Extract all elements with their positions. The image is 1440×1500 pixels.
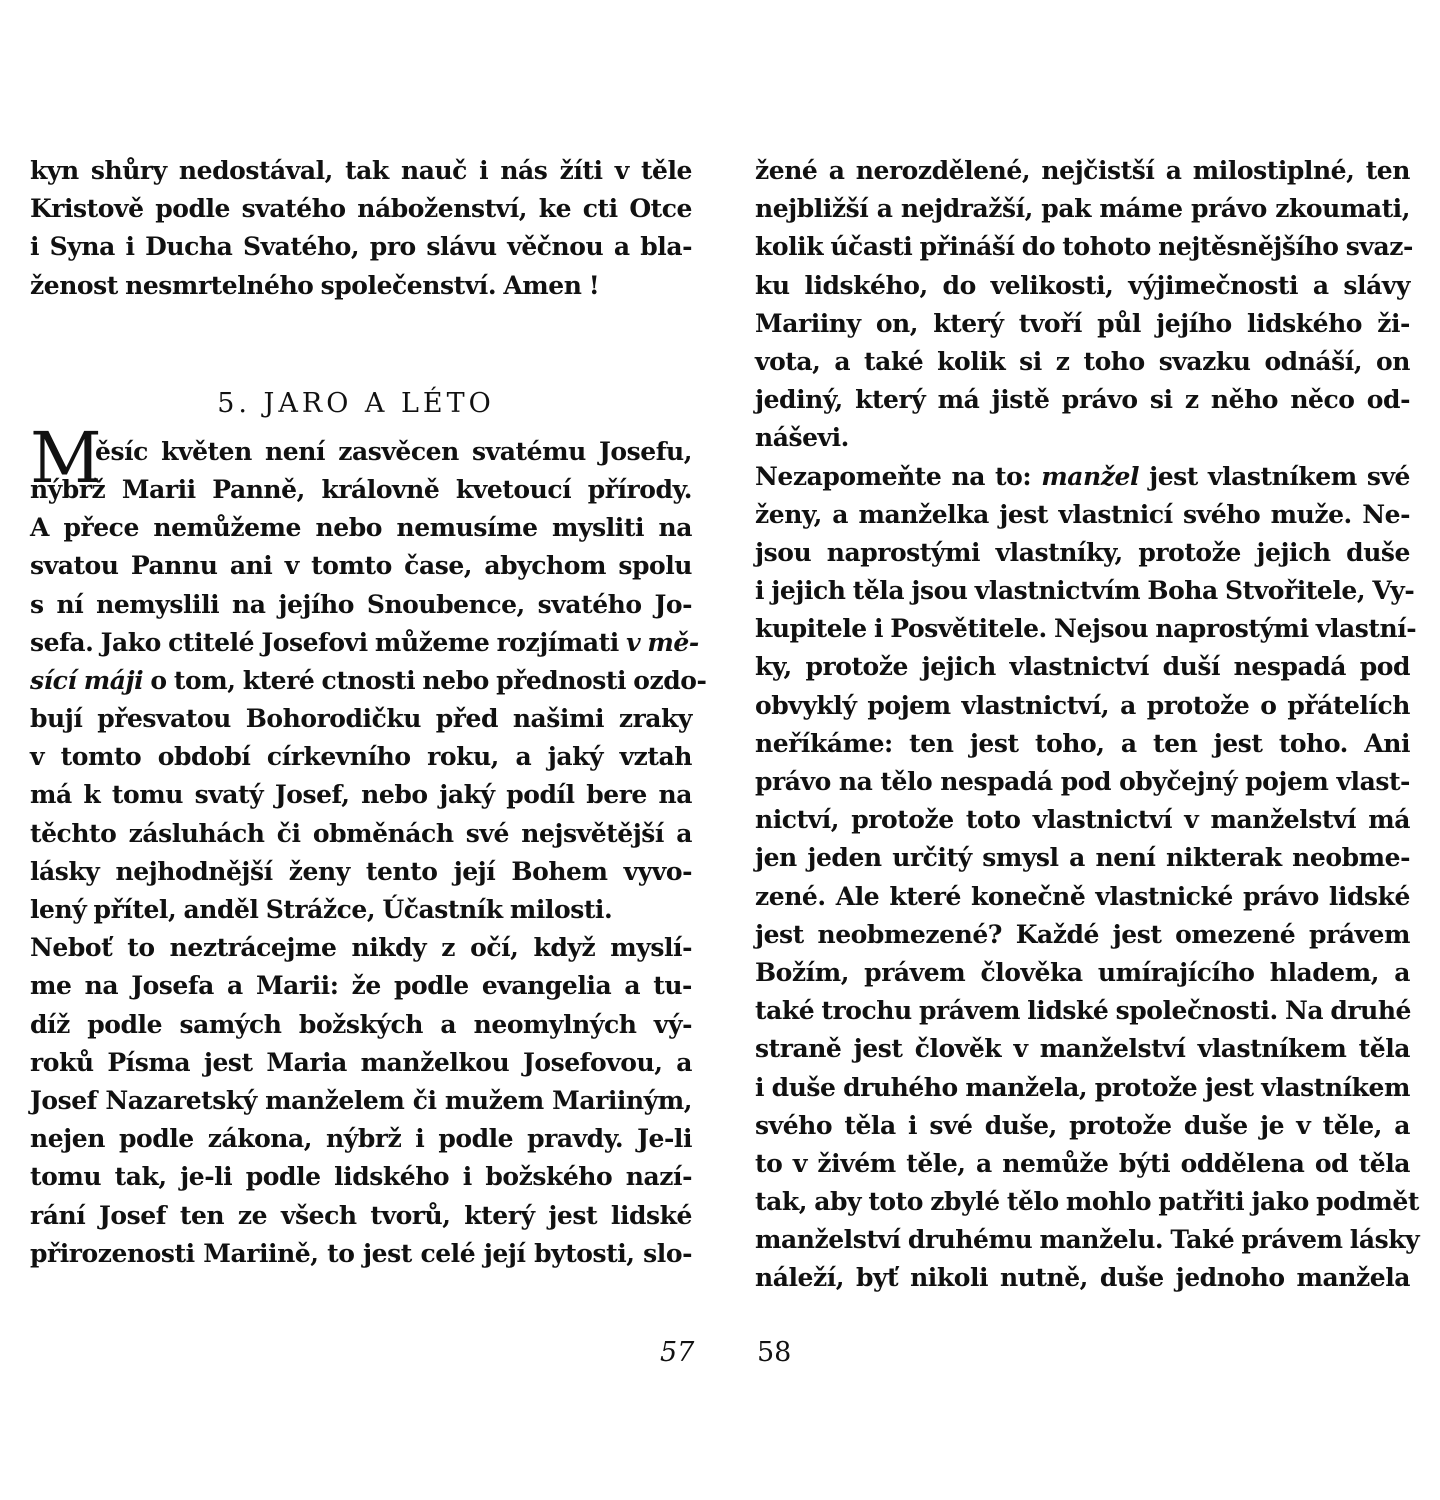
left-page <box>30 152 707 1273</box>
drop-cap: M <box>30 416 102 499</box>
text-line: náševi. <box>755 423 849 453</box>
text-line: v tomto období církevního roku, a jaký vztah <box>30 742 692 772</box>
text-line: to v živém těle, a nemůže býti oddělena od těla <box>755 1148 1410 1178</box>
text-line: i jejich těla jsou vlastnictvím Boha Stvořitele, Vy- <box>755 576 1415 606</box>
text-line: ky, protože jejich vlastnictví duší nespadá pod <box>755 652 1410 682</box>
text-line: nictví, protože toto vlastnictví v manželství má <box>755 805 1410 835</box>
text-line: Božím, právem člověka umírajícího hladem, a <box>755 957 1410 987</box>
text-line: i Syna i Ducha Svatého, pro slávu věčnou a bla- <box>30 232 692 262</box>
text-line: kolik účasti přináší do tohoto nejtěsnějšího svaz- <box>755 232 1413 262</box>
text-line: manželství druhému manželu. Také právem lásky <box>755 1225 1420 1255</box>
text-line: ženy, a manželka jest vlastnicí svého muže. Ne- <box>755 499 1410 529</box>
text-line: Josef Nazaretský manželem či mužem Mariiným, <box>30 1085 692 1115</box>
text-line: obvyklý pojem vlastnictví, a protože o přátelích <box>755 690 1410 720</box>
text-line: díž podle samých božských a neomylných vý- <box>30 1009 692 1039</box>
text-line: právo na tělo nespadá pod obyčejný pojem vlast- <box>755 767 1410 796</box>
text-line: jsou naprostými vlastníky, protože jejich duše <box>755 537 1410 567</box>
text-line: má k tomu svatý Josef, nebo jaký podíl bere na <box>30 780 692 810</box>
page-number-left: 57 <box>660 1337 695 1368</box>
text-line: zené. Ale které konečně vlastnické právo lidské <box>755 881 1410 911</box>
text-line: kupitele i Posvětitele. Nejsou naprostými vlastní- <box>755 614 1417 644</box>
text-line: nejen podle zákona, nýbrž i podle pravdy. Je-li <box>30 1124 692 1154</box>
text-line: tomu tak, je-li podle lidského i božského nazí- <box>30 1162 692 1192</box>
text-line: straně jest člověk v manželství vlastníkem těla <box>755 1034 1410 1064</box>
chapter-body <box>30 416 707 1273</box>
text-line: nýbrž Marii Panně, královně kvetoucí přírody. <box>30 474 692 504</box>
text-line: ěsíc květen není zasvěcen svatému Josefu, <box>95 436 692 466</box>
text-line: Neboť to neztrácejme nikdy z očí, když myslí- <box>30 933 692 963</box>
text-line: jediný, který má jistě právo si z něho něco od- <box>755 385 1410 415</box>
text-line <box>30 662 707 700</box>
text-line: kyn shůry nedostával, tak nauč i nás žíti v těle <box>30 156 692 185</box>
text-segment: Nezapomeňte na to: <box>755 461 1042 491</box>
right-page <box>755 152 1420 1298</box>
text-line: Mariiny on, který tvoří půl jejího lidského ži- <box>755 308 1410 338</box>
text-line: přirozenosti Mariině, to jest celé její bytosti, slo- <box>30 1238 692 1268</box>
text-line: neříkáme: ten jest toho, a ten jest toho. Ani <box>755 728 1410 758</box>
text-line: také trochu právem lidské společnosti. Na druhé <box>755 996 1412 1026</box>
text-line: A přece nemůžeme nebo nemusíme mysliti na <box>30 513 692 543</box>
text-line: svatou Pannu ani v tomto čase, abychom spolu <box>30 551 692 581</box>
page-number-right: 58 <box>757 1337 792 1368</box>
italic-segment: v mě- <box>626 627 699 657</box>
text-segment: o tom, které ctnosti nebo přednosti ozdo- <box>143 665 707 695</box>
text-line: náleží, byť nikoli nutně, duše jednoho manžela <box>755 1263 1410 1293</box>
text-line: tak, aby toto zbylé tělo mohlo patřiti jako podmět <box>755 1187 1419 1217</box>
text-line: bují přesvatou Bohorodičku před našimi zraky <box>30 704 692 734</box>
text-line: ženost nesmrtelného společenství. Amen ! <box>30 270 600 300</box>
text-line: lený přítel, anděl Strážce, Účastník milosti. <box>30 895 613 924</box>
text-line: roků Písma jest Maria manželkou Josefovou, a <box>30 1047 692 1077</box>
text-line: nejbližší a nejdražší, pak máme právo zkoumati, <box>755 194 1410 224</box>
text-line: svého těla i své duše, protože duše je v těle, a <box>755 1110 1410 1140</box>
text-line: rání Josef ten ze všech tvorů, který jest lidské <box>30 1200 692 1230</box>
text-line: i duše druhého manžela, protože jest vlastníkem <box>755 1072 1410 1102</box>
text-line: jen jeden určitý smysl a není nikterak neobme- <box>755 843 1410 873</box>
text-line <box>755 458 1410 496</box>
text-segment: sefa. Jako ctitelé Josefovi můžeme rozjímati <box>30 627 627 657</box>
text-line: těchto zásluhách či obměnách své nejsvětější a <box>30 818 692 848</box>
text-line: ku lidského, do velikosti, výjimečnosti a slávy <box>755 270 1410 300</box>
text-line: vota, a také kolik si z toho svazku odnáší, on <box>755 346 1410 376</box>
text-line: me na Josefa a Marii: že podle evangelia a tu- <box>30 971 692 1001</box>
italic-segment: manžel <box>1041 461 1140 491</box>
text-line: Kristově podle svatého náboženství, ke cti Otce <box>30 194 692 224</box>
italic-segment: sící máji <box>30 665 144 695</box>
text-line <box>30 624 699 662</box>
chapter-heading: 5. JARO A LÉTO <box>217 387 495 419</box>
text-line: s ní nemyslili na jejího Snoubence, svatého Jo- <box>30 589 692 619</box>
text-line: lásky nejhodnější ženy tento její Bohem vyvo- <box>30 856 692 886</box>
text-line: žené a nerozdělené, nejčistší a milostiplné, ten <box>755 156 1410 185</box>
text-segment: jest vlastníkem své <box>1139 461 1410 491</box>
text-line: jest neobmezené? Každé jest omezené právem <box>755 919 1410 949</box>
